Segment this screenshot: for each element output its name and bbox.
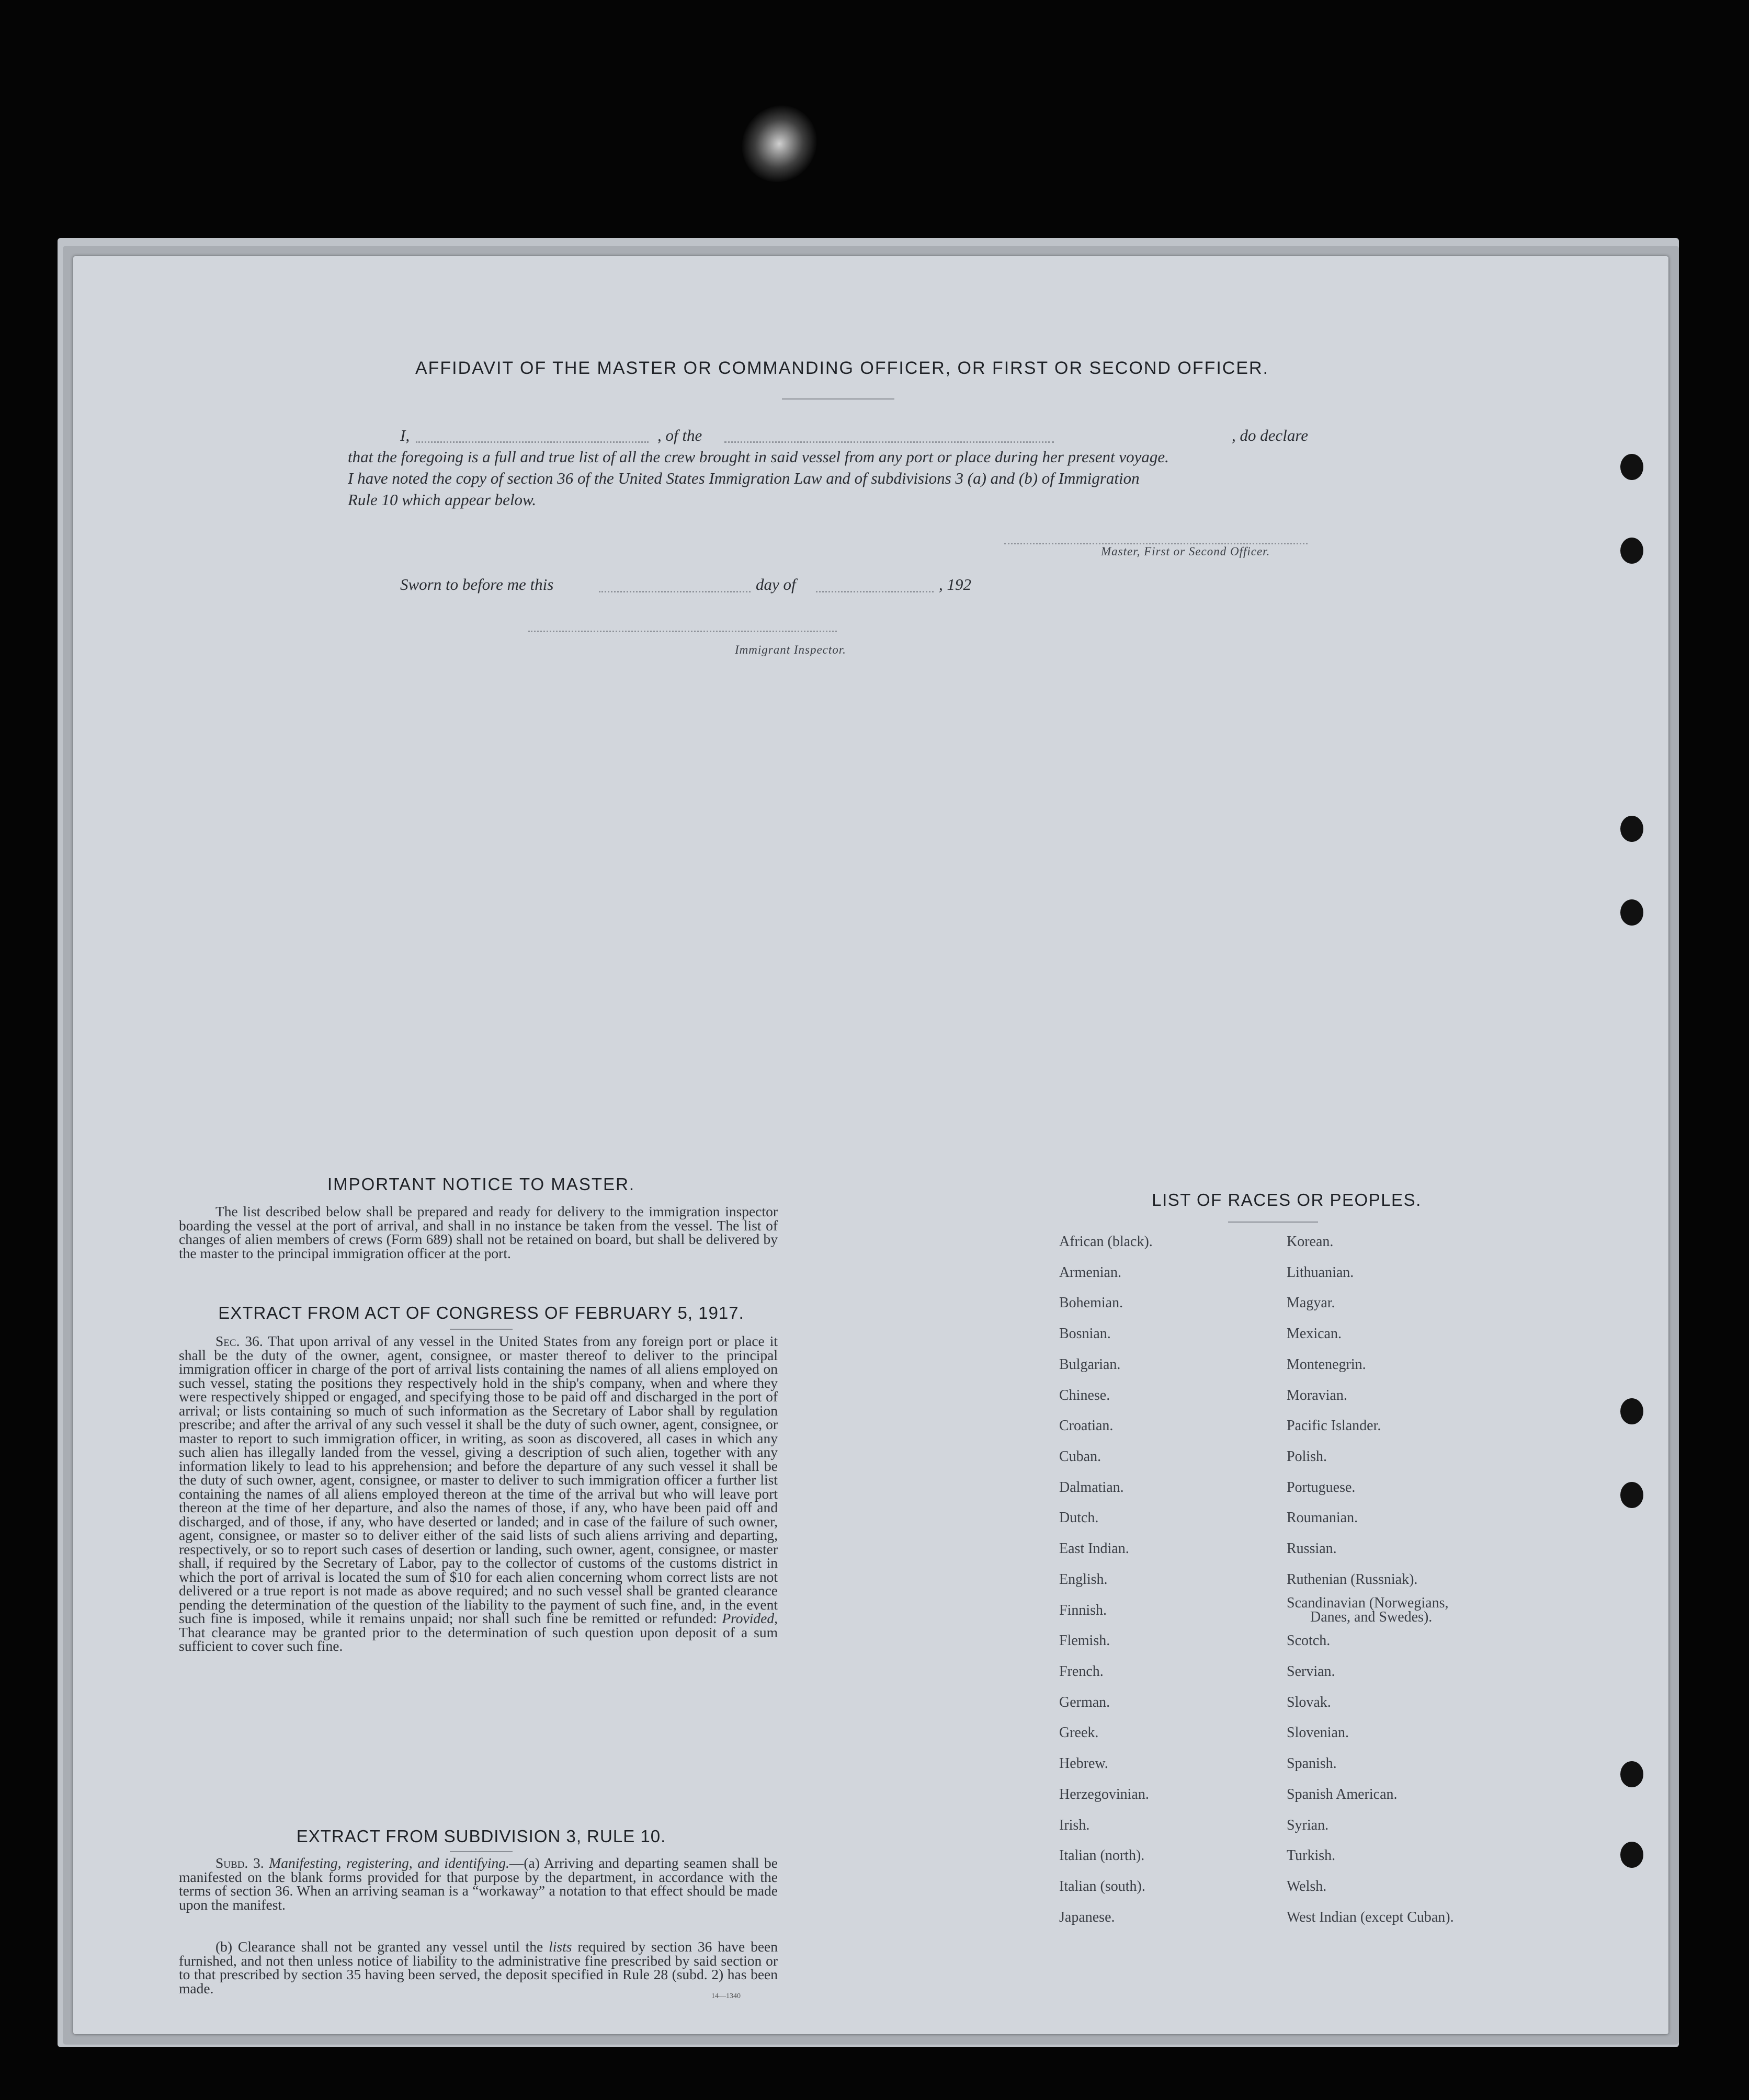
rule-heading: Manifesting, registering, and identifying. [269, 1855, 509, 1871]
rule-title: EXTRACT FROM SUBDIVISION 3, RULE 10. [296, 1827, 666, 1846]
race-item: Roumanian. [1287, 1510, 1358, 1526]
race-item: Japanese. [1059, 1909, 1115, 1925]
race-item: Slovak. [1287, 1694, 1331, 1710]
race-item: Spanish. [1287, 1755, 1337, 1772]
race-item: Moravian. [1287, 1387, 1347, 1403]
race-item: Bosnian. [1059, 1326, 1111, 1342]
divider [450, 1851, 513, 1852]
race-item: Scotch. [1287, 1633, 1331, 1649]
race-item: Hebrew. [1059, 1755, 1108, 1772]
race-item: Dutch. [1059, 1510, 1099, 1526]
affidavit-title: AFFIDAVIT OF THE MASTER OR COMMANDING OFFICER, OR FIRST OR SECOND OFFICER. [415, 358, 1269, 378]
race-item: East Indian. [1059, 1540, 1129, 1557]
act-section: Sec. 36. [215, 1333, 263, 1349]
master-caption: Master, First or Second Officer. [1101, 545, 1270, 558]
divider [1228, 1222, 1318, 1223]
race-item: Scandinavian (Norwegians, [1287, 1595, 1449, 1611]
binder-hole [1620, 1761, 1643, 1787]
race-item: Russian. [1287, 1540, 1337, 1557]
race-item: Armenian. [1059, 1264, 1121, 1281]
race-item: Herzegovinian. [1059, 1786, 1149, 1802]
act-text [179, 1334, 778, 1653]
race-item: German. [1059, 1694, 1110, 1710]
rule-text-b [179, 1940, 778, 1995]
race-item: Dalmatian. [1059, 1479, 1124, 1496]
rule-b-1: (b) Clearance shall not be granted any vessel until the [215, 1938, 543, 1955]
affidavit-i: I, [400, 426, 410, 444]
race-item: Cuban. [1059, 1448, 1101, 1465]
affidavit-of-the: , of the [657, 426, 702, 444]
act-title: EXTRACT FROM ACT OF CONGRESS OF FEBRUARY 5, 1917. [218, 1303, 744, 1322]
rule-subd: Subd. 3. [215, 1855, 264, 1871]
race-item: Italian (south). [1059, 1878, 1145, 1894]
rule-text-a [179, 1856, 778, 1912]
day-blank [599, 591, 751, 592]
binder-hole [1620, 1842, 1643, 1868]
binder-hole [1620, 1398, 1643, 1424]
race-item: Syrian. [1287, 1817, 1329, 1833]
race-item: Slovenian. [1287, 1725, 1349, 1741]
act-body-end: That clearance may be granted prior to the determination of such question upon deposit of a sum sufficient to cover such fine. [179, 1624, 778, 1654]
race-item: Bohemian. [1059, 1295, 1123, 1311]
inspector-signature-line [528, 631, 837, 632]
divider [782, 398, 894, 400]
binder-hole [1620, 538, 1643, 564]
race-item: Welsh. [1287, 1878, 1327, 1894]
affidavit-line-4: Rule 10 which appear below. [348, 490, 537, 509]
binder-hole [1620, 816, 1643, 842]
affidavit-declare: , do declare [1232, 426, 1309, 444]
rule-b-2: required by section 36 have been furnished, and not then unless notice of liability to the administrative fine prescribed by said section or to that prescribed by section 35 having been served, the deposit specified in Rule 28 (subd. 2) has been made. [179, 1938, 778, 1996]
race-item: Finnish. [1059, 1602, 1107, 1618]
binder-hole [1620, 454, 1643, 480]
rule-a: —(a) Arriving and departing seamen shall be manifested on the blank forms provided for that purpose by the department, in accordance with the terms of section 36. When an arriving seaman is a “workaway” a notation to that effect should be made upon the manifest. [179, 1855, 778, 1913]
affidavit-line-3: I have noted the copy of section 36 of the United States Immigration Law and of subdivisions 3 (a) and (b) of Immigration [348, 469, 1140, 487]
races-title: LIST OF RACES OR PEOPLES. [1152, 1190, 1422, 1209]
race-item: Croatian. [1059, 1418, 1114, 1434]
inspector-caption: Immigrant Inspector. [735, 643, 846, 656]
master-signature-line [1004, 543, 1308, 544]
race-item: Flemish. [1059, 1633, 1110, 1649]
race-item: African (black). [1059, 1234, 1153, 1250]
race-item: Chinese. [1059, 1387, 1110, 1403]
race-item: Danes, and Swedes). [1310, 1609, 1433, 1625]
sworn-line [400, 575, 1028, 596]
race-item: Turkish. [1287, 1847, 1336, 1864]
act-proviso: Provided, [722, 1610, 778, 1626]
race-item: Korean. [1287, 1234, 1334, 1250]
form-code: 14—1340 [711, 1992, 741, 2000]
binder-hole [1620, 899, 1643, 926]
race-item: Polish. [1287, 1448, 1327, 1465]
sworn-text: Sworn to before me this [400, 575, 554, 594]
notice-text: The list described below shall be prepared and ready for delivery to the immigration inspector boarding the vessel at the port of arrival, and shall in no instance be taken from the vessel. The list of changes of alien members of crews (Form 689) shall not be retained on board, but shall be delivered by the master to the principal immigration officer at the port. [179, 1203, 778, 1261]
race-item: Ruthenian (Russniak). [1287, 1571, 1418, 1588]
race-item: French. [1059, 1663, 1104, 1680]
race-item: Lithuanian. [1287, 1264, 1354, 1281]
race-item: Greek. [1059, 1725, 1099, 1741]
day-of-text: day of [756, 575, 796, 594]
rule-b-lists: lists [549, 1938, 572, 1955]
notice-title: IMPORTANT NOTICE TO MASTER. [327, 1174, 635, 1194]
race-item: Portuguese. [1287, 1479, 1356, 1496]
divider [450, 1329, 513, 1330]
affidavit-line-2: that the foregoing is a full and true list of all the crew brought in said vessel from any port or place during her present voyage. [348, 448, 1169, 466]
race-item: Montenegrin. [1287, 1356, 1366, 1373]
vessel-blank [724, 441, 1054, 443]
binder-hole [1620, 1482, 1643, 1508]
year-text: , 192 [939, 575, 971, 594]
document-page [73, 256, 1668, 2034]
race-item: Italian (north). [1059, 1847, 1145, 1864]
race-item: Pacific Islander. [1287, 1418, 1381, 1434]
month-blank [816, 591, 934, 592]
race-item: Irish. [1059, 1817, 1090, 1833]
race-item: West Indian (except Cuban). [1287, 1909, 1454, 1925]
race-item: Bulgarian. [1059, 1356, 1121, 1373]
race-item: Magyar. [1287, 1295, 1335, 1311]
race-item: Spanish American. [1287, 1786, 1398, 1802]
race-item: English. [1059, 1571, 1108, 1588]
name-blank [416, 441, 649, 443]
camera-glare [727, 90, 832, 197]
act-body: That upon arrival of any vessel in the United States from any foreign port or place it shall be the duty of the owner, agent, consignee, or master thereof to deliver to the principal immigration officer in charge of the port of arrival lists containing the names of all aliens employed on such vessel, stating the positions they respectively hold in the ship's company, when and where they were respectively shipped or engaged, and specifying those to be paid off and discharged in the port of arrival; or lists containing so much of such information as the Secretary of Labor shall by regulation prescribe; and after the arrival of any such vessel it shall be the duty of such owner, agent, consignee, or master to report to such immigration officer, in writing, as soon as discovered, all cases in which any such alien has illegally landed from the vessel, giving a description of such alien, together with any information likely to lead to his apprehension; and before the departure of any such vessel it shall be the duty of such owner, agent, consignee, or master to deliver to such immigration officer a further list containing the names of all aliens employed thereon at the time of the arrival but who will leave port thereon at the time of her departure, and also the names of those, if any, who have been paid off and discharged, and of those, if any, who have deserted or landed; and in case of the failure of such owner, agent, consignee, or master so to deliver either of the said lists of such aliens arriving and departing, respectively, or so to report such cases of desertion or landing, such owner, agent, consignee, or master shall, if required by the Secretary of Labor, pay to the collector of customs of the customs district in which the port of arrival is located the sum of $10 for each alien concerning whom correct lists are not delivered or a true report is not made as above required; and no such vessel shall be granted clearance pending the determination of the question of the liability to the payment of such fine, and, in the event such fine is imposed, while it remains unpaid; nor shall such fine be remitted or refunded: [179, 1333, 778, 1626]
race-item: Mexican. [1287, 1326, 1342, 1342]
race-item: Servian. [1287, 1663, 1335, 1680]
